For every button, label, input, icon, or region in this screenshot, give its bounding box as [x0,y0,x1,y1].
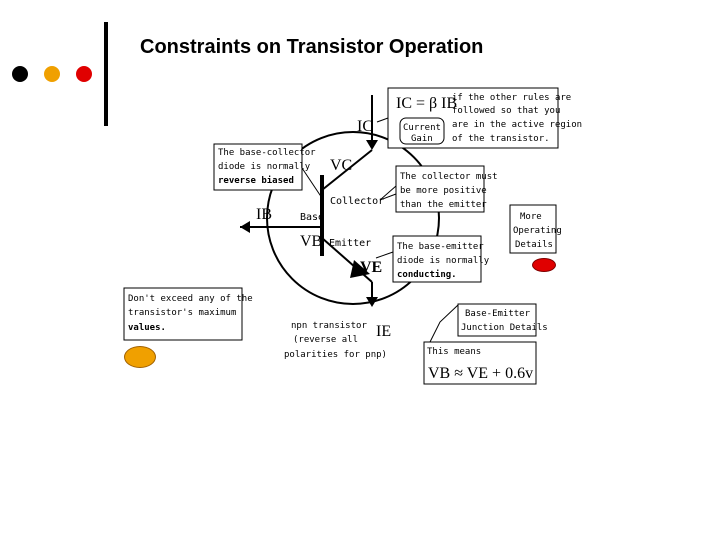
gain-note-line3: are in the active region [452,120,583,130]
be-note-line2: diode is normally [397,256,490,266]
label-vb: VB [300,233,323,250]
gain-tag-line1: Current [403,123,441,133]
max-values-action-button[interactable] [124,346,156,368]
collector-note-line2: be more positive [400,186,487,196]
label-ie: IE [376,323,392,340]
junction-pointer [430,305,458,342]
label-ic: IC [357,118,373,135]
base-emitter-pointer [376,252,393,258]
label-base: Base [300,212,325,223]
npn-note-line3: polarities for pnp) [284,350,387,360]
more-details-line1: More [520,212,542,222]
collector-current-arrow [366,140,378,150]
bc-note-line3: reverse biased [218,176,294,186]
collector-note-line1: The collector must [400,172,498,182]
more-details-line3: Details [515,240,553,250]
gain-formula: IC = β IB [396,95,458,112]
gain-note-line4: of the transistor. [452,134,550,144]
be-note-line3: conducting. [397,270,457,280]
slide-title: Constraints on Transistor Operation [140,36,484,58]
bc-note-line1: The base-collector [218,148,316,158]
be-note-line1: The base-emitter [397,242,484,252]
label-collector: Collector [330,196,385,207]
more-details-line2: Operating [513,226,562,236]
npn-note-line1: npn transistor [291,321,367,331]
label-ve: VE [360,259,383,276]
label-emitter: Emitter [329,238,372,249]
junction-line2: Junction Details [461,323,548,333]
collector-note-line3: than the emitter [400,200,487,210]
more-details-action-button[interactable] [532,258,556,272]
junction-line1: Base-Emitter [465,309,531,319]
gain-tag-line2: Gain [411,134,433,144]
label-ib: IB [256,206,272,223]
max-note-line2: transistor's maximum [128,308,237,318]
base-current-arrow [240,221,250,233]
max-note-line3: values. [128,323,166,333]
gain-note-line2: followed so that you [452,106,561,116]
formula-pointer [377,118,388,122]
vb-formula: VB ≈ VE + 0.6v [428,365,534,382]
gain-note-line1: if the other rules are [452,93,572,103]
bc-note-line2: diode is normally [218,162,311,172]
label-vc: VC [330,157,353,174]
this-means-label: This means [427,347,482,357]
npn-note-line2: (reverse all [293,335,359,345]
base-collector-pointer [302,168,322,198]
max-note-line1: Don't exceed any of the [128,294,253,304]
